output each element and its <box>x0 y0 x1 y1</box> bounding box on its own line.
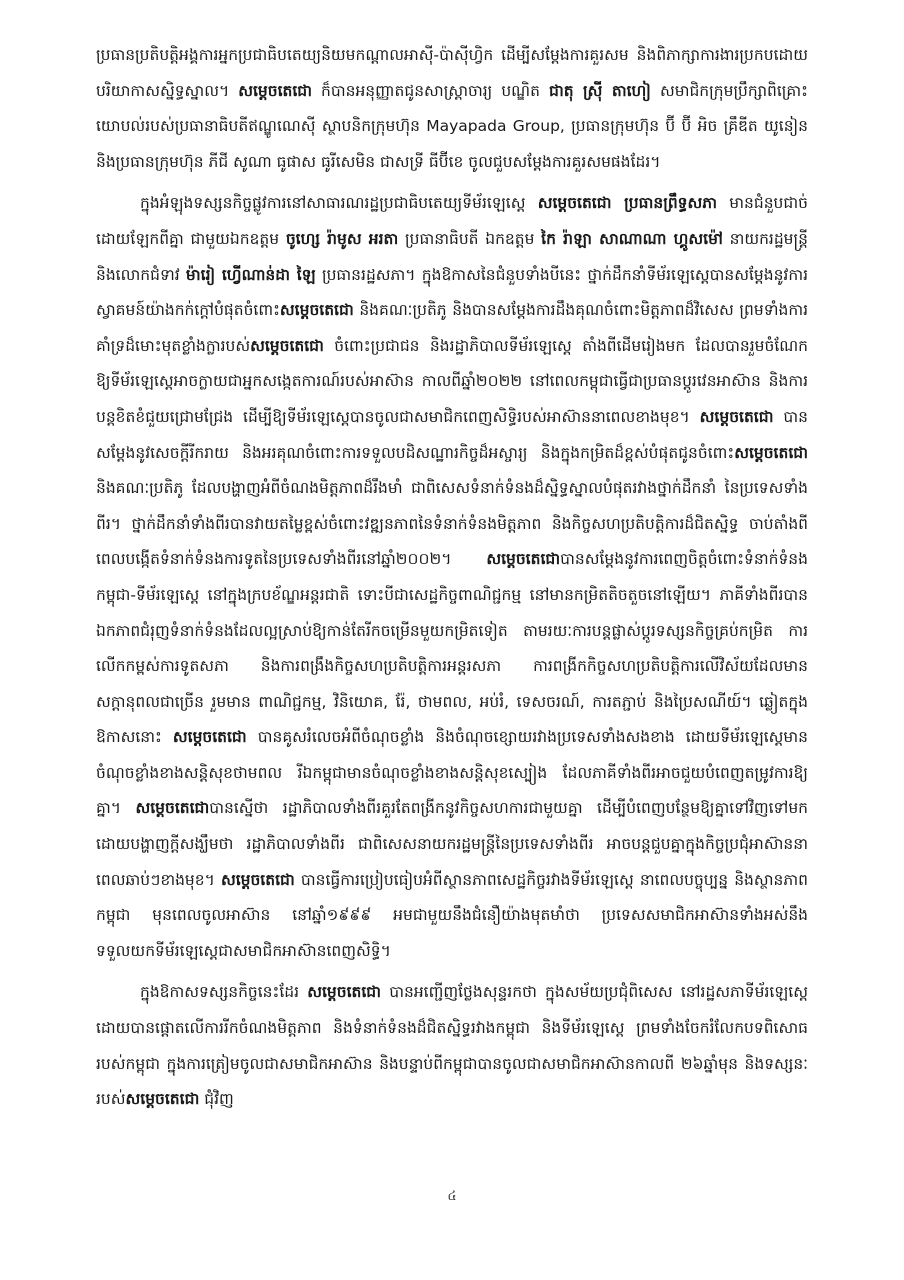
bold-name-run: សម្ដេចតេជោ <box>125 1090 200 1109</box>
text-run: និងគណៈប្រតិភូ ដែលបង្ហាញអំពីចំណងមិត្តភាពដ៏រឹងមាំ ជាពិសេសទំនាក់ទំនងដ៏ស្និទ្ធស្នាលបំផុតរវាងថ្នាក់ដឹកនាំ នៃប្រទេសទាំងពីរ។ ថ្នាក់ដឹកនាំទាំងពីរបានវាយតម្លៃខ្ពស់ចំពោះវឌ្ឍនភាពនៃទំនាក់ទំនងមិត្តភាព និងកិច្ចសហប្រតិបត្តិការដ៏ជិតស្និទ្ធ ចាប់តាំងពីពេលបង្កើតទំនាក់ទំនងការទូតនៃប្រទេសទាំងពីរនៅឆ្នាំ២០០២។ <box>96 479 808 569</box>
bold-name-run: សម្ដេចតេជោ <box>250 336 324 355</box>
text-run: ក្នុងឱកាសទស្សនកិច្ចនេះដែរ <box>140 983 308 1002</box>
text-run: មានជំនួបជាច់ដោយឡែកពីគ្នា ជាមួយឯកឧត្តម <box>96 194 808 248</box>
bold-name-run: កៃ រ៉ាឡា សាណាណា ហ្គូសម៉ៅ <box>541 229 723 248</box>
text-run: និងគណៈប្រតិភូ និងបានសម្ដែងការដឹងគុណចំពោះមិត្តភាពដ៏វិសេស ព្រមទាំងការគាំទ្រដ៏មោះមុតខ្លាំងក្លារបស់ <box>96 301 808 355</box>
paragraph-2 <box>96 186 808 969</box>
text-run: ចំពោះប្រជាជន និងរដ្ឋាភិបាលទីម័រឡេស្តេ តាំងពីដើមរៀងមក ដែលបានរួមចំណែកឱ្យទីម័រឡេស្តេអាចក្លាយជាអ្នកសង្កេតការណ៍របស់អាស៊ាន កាលពីឆ្នាំ២០២២ នៅពេលកម្ពុជាធ្វើជាប្រធានប្ដូរវេនអាស៊ាន និងការបន្តខិតខំជួយជ្រោមជ្រែង ដើម្បីឱ្យទីម័រឡេស្តេបានចូលជាសមាជិកពេញសិទ្ធិរបស់អាស៊ាននាពេលខាងមុខ។ <box>96 336 808 426</box>
bold-name-run: សម្ដេចតេជោ <box>279 301 354 320</box>
text-run: បានស្នើថា រដ្ឋាភិបាលទាំងពីរគួរតែពង្រីកនូវកិច្ចសហការជាមួយគ្នា ដើម្បីបំពេញបន្ថែមឱ្យគ្នាទៅវិញទៅមក ដោយបង្ហាញក្ដីសង្ឃឹមថា រដ្ឋាភិបាលទាំងពីរ ជាពិសេសនាយករដ្ឋមន្ត្រីនៃប្រទេសទាំងពីរ អាចបន្តជួបគ្នាក្នុងកិច្ចប្រជុំអាស៊ាននាពេលឆាប់ៗខាងមុខ។ <box>96 799 808 889</box>
bold-name-run: សម្ដេចតេជោ <box>486 550 561 569</box>
text-run: សមាជិកក្រុមប្រឹក្សាពិគ្រោះយោបល់របស់ប្រធានាធិបតីឥណ្ឌូណេស៊ី ស្ថាបនិកក្រុមហ៊ុន Mayapada Group, ប្រធានក្រុមហ៊ុន ប៊ី ប៊ី អិច គ្រឹឌីត យូនៀន និងប្រធានក្រុមហ៊ុន ភីជី សូណា ធូផាស ធូរីសេមិន ជាសទ្រី ធីប៊ីខេ ចូលជួបសម្ដែងការគួរសមផងដែរ។ <box>96 81 808 171</box>
bold-name-run: សម្ដេចតេជោ <box>238 81 313 100</box>
bold-name-run: សម្ដេចតេជោ <box>307 983 382 1002</box>
bold-name-run: សម្ដេចតេជោ <box>734 443 808 462</box>
bold-name-run: សម្ដេចតេជោ <box>220 870 295 889</box>
text-run: ប្រធានប្រតិបត្តិអង្គការអ្នកប្រជាធិបតេយ្យនិយមកណ្ដាលអាស៊ី-ប៉ាស៊ីហ្វិក ដើម្បីសម្ដែងការគួរសម និងពិភាក្សាការងារប្រកបដោយបរិយាកាសស្និទ្ធស្នាល។ <box>96 46 808 100</box>
text-run: ប្រធានាធិបតី ឯកឧត្តម <box>398 229 542 248</box>
paragraph-3 <box>96 975 808 1117</box>
text-run: នាយករដ្ឋមន្ត្រី និងលោកជំទាវ <box>96 229 808 284</box>
text-run: ជុំវិញ <box>199 1090 234 1109</box>
text-run: បានសម្ដែងនូវសេចក្ដីរីករាយ និងអរគុណចំពោះការទទួលបដិសណ្ឋារកិច្ចដ៏អស្ចារ្យ និងក្នុងកម្រិតដ៏ខ្ពស់បំផុតជូនចំពោះ <box>96 407 808 462</box>
bold-name-run: សម្ដេចតេជោ <box>135 799 210 818</box>
text-run: ប្រធានរដ្ឋសភា។ ក្នុងឱកាសនៃជំនួបទាំងបីនេះ ថ្នាក់ដឹកនាំទីម័រឡេស្តេបានសម្ដែងនូវការស្វាគមន៍យ៉ាងកក់ក្ដៅបំផុតចំពោះ <box>96 265 809 320</box>
text-run: បានសម្ដែងនូវការពេញចិត្តចំពោះទំនាក់ទំនងកម្ពុជា-ទីម័រឡេស្តេ នៅក្នុងក្របខ័ណ្ឌអន្តរជាតិ ទោះបីជាសេដ្ឋកិច្ចពាណិជ្ជកម្ម នៅមានកម្រិតតិចតួចនៅឡើយ។ ភាគីទាំងពីរបានឯកភាពជំរុញទំនាក់ទំនងដែលល្អស្រាប់ឱ្យកាន់តែរីកចម្រើនមួយកម្រិតទៀត តាមរយៈការបន្តផ្លាស់ប្ដូរទស្សនកិច្ចគ្រប់កម្រិត ការលើកកម្ពស់ការទូតសភា និងការពង្រឹងកិច្ចសហប្រតិបត្តិការអន្តរសភា ការពង្រីកកិច្ចសហប្រតិបត្តិការលើវិស័យដែលមានសក្ដានុពលជាច្រើន រួមមាន ពាណិជ្ជកម្ម, វិនិយោគ, រ៉ែ, ថាមពល, អប់រំ, ទេសចរណ៍, ការតភ្ជាប់ និងប្រៃសណីយ៍។ ឆ្លៀតក្នុងឱកាសនោះ <box>96 550 808 747</box>
bold-name-run: សម្ដេចតេជោ <box>699 407 774 426</box>
text-run: ក្នុងអំឡុងទស្សនកិច្ចផ្លូវការនៅសាធារណរដ្ឋប្រជាធិបតេយ្យទីម័រឡេស្តេ <box>140 194 538 213</box>
bold-name-run: ជាតុ ស្រ៊ី តាហៀ <box>548 81 651 100</box>
bold-name-run: ចូហ្សេ រ៉ាមូស អរតា <box>285 229 399 248</box>
bold-name-run: សម្ដេចតេជោ ប្រធានព្រឹទ្ធសភា <box>537 194 718 213</box>
text-run: បានគូសរំលេចអំពីចំណុចខ្លាំង និងចំណុចខ្សោយរវាងប្រទេសទាំងសងខាង ដោយទីម័រឡេស្តេមានចំណុចខ្លាំងខាងសន្តិសុខថាមពល រីឯកម្ពុជាមានចំណុចខ្លាំងខាងសន្តិសុខស្បៀង ដែលភាគីទាំងពីរអាចជួយបំពេញតម្រូវការឱ្យគ្នា។ <box>96 728 808 818</box>
paragraph-1 <box>96 38 808 180</box>
page-number: ៤ <box>447 1189 457 1204</box>
bold-name-run: ម៉ារៀ ហ្វើណាន់ដា ឡៃ <box>185 265 316 284</box>
text-run: បានអញ្ជើញថ្លែងសុន្ទរកថា ក្នុងសម័យប្រជុំពិសេស នៅរដ្ឋសភាទីម័រឡេស្តេ ដោយបានផ្ដោតលើការរីកចំណងមិត្តភាព និងទំនាក់ទំនងដ៏ជិតស្និទ្ធរវាងកម្ពុជា និងទីម័រឡេស្តេ ព្រមទាំងចែករំលែកបទពិសោធរបស់កម្ពុជា ក្នុងការត្រៀមចូលជាសមាជិកអាស៊ាន និងបន្ទាប់ពីកម្ពុជាបានចូលជាសមាជិកអាស៊ានកាលពី ២៦ឆ្នាំមុន និងទស្សនៈរបស់ <box>96 983 808 1109</box>
bold-name-run: សម្ដេចតេជោ <box>172 728 247 747</box>
text-run: បានធ្វើការប្រៀបធៀបអំពីស្ថានភាពសេដ្ឋកិច្ចរវាងទីម័រឡេស្តេ នាពេលបច្ចុប្បន្ន និងស្ថានភាពកម្ពុជា មុនពេលចូលអាស៊ាន នៅឆ្នាំ១៩៩៩ អមជាមួយនឹងជំនឿយ៉ាងមុតមាំថា ប្រទេសសមាជិកអាស៊ានទាំងអស់នឹងទទួលយកទីម័រឡេស្តេជាសមាជិកអាស៊ានពេញសិទ្ធិ។ <box>96 870 808 960</box>
text-run: ក៏បានអនុញ្ញាតជូនសាស្ត្រាចារ្យ បណ្ឌិត <box>312 81 549 100</box>
